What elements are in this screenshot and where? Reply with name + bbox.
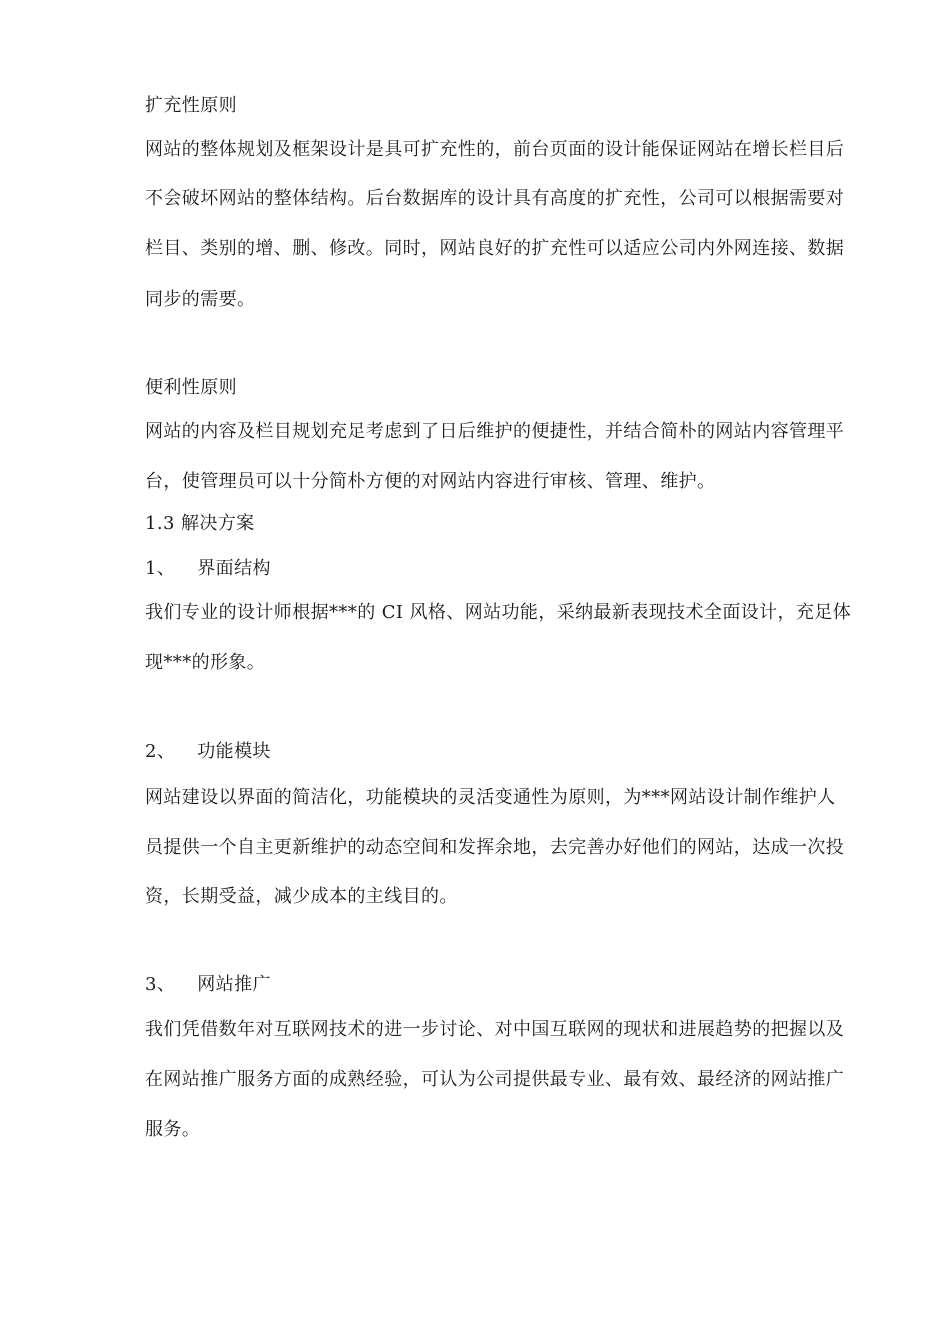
paragraph-line: 网站建设以界面的简洁化，功能模块的灵活变通性为原则，为***网站设计制作维护人 <box>145 787 836 808</box>
paragraph-line: 资，长期受益，减少成本的主线目的。 <box>145 886 458 907</box>
item-number: 3、 <box>145 974 176 995</box>
heading-solution: 1.3 解决方案 <box>145 513 255 534</box>
paragraph-line: 同步的需要。 <box>145 289 256 310</box>
item-heading <box>145 973 271 997</box>
paragraph-line: 现***的形象。 <box>145 652 266 673</box>
heading-scalability: 扩充性原则 <box>145 95 237 116</box>
item-number: 1、 <box>145 558 176 579</box>
paragraph-line: 不会破坏网站的整体结构。后台数据库的设计具有高度的扩充性，公司可以根据需要对 <box>145 188 845 209</box>
item-heading <box>145 740 271 764</box>
item-title: 网站推广 <box>197 974 271 995</box>
paragraph-line: 网站的整体规划及框架设计是具可扩充性的，前台页面的设计能保证网站在增长栏目后 <box>145 139 845 160</box>
item-title: 界面结构 <box>197 558 271 579</box>
item-title: 功能模块 <box>197 741 271 762</box>
paragraph-line: 栏目、类别的增、删、修改。同时，网站良好的扩充性可以适应公司内外网连接、数据 <box>145 238 845 259</box>
paragraph-line: 我们专业的设计师根据***的 CI 风格、网站功能，采纳最新表现技术全面设计，充足体 <box>145 602 852 623</box>
paragraph-line: 服务。 <box>145 1119 201 1140</box>
item-heading <box>145 557 271 581</box>
paragraph-line: 台，使管理员可以十分简朴方便的对网站内容进行审核、管理、维护。 <box>145 471 716 492</box>
paragraph-line: 员提供一个自主更新维护的动态空间和发挥余地，去完善办好他们的网站，达成一次投 <box>145 837 845 858</box>
paragraph-line: 我们凭借数年对互联网技术的进一步讨论、对中国互联网的现状和进展趋势的把握以及 <box>145 1019 845 1040</box>
paragraph-line: 在网站推广服务方面的成熟经验，可认为公司提供最专业、最有效、最经济的网站推广 <box>145 1069 845 1090</box>
item-number: 2、 <box>145 741 176 762</box>
heading-convenience: 便利性原则 <box>145 377 237 398</box>
paragraph-line: 网站的内容及栏目规划充足考虑到了日后维护的便捷性，并结合简朴的网站内容管理平 <box>145 421 845 442</box>
